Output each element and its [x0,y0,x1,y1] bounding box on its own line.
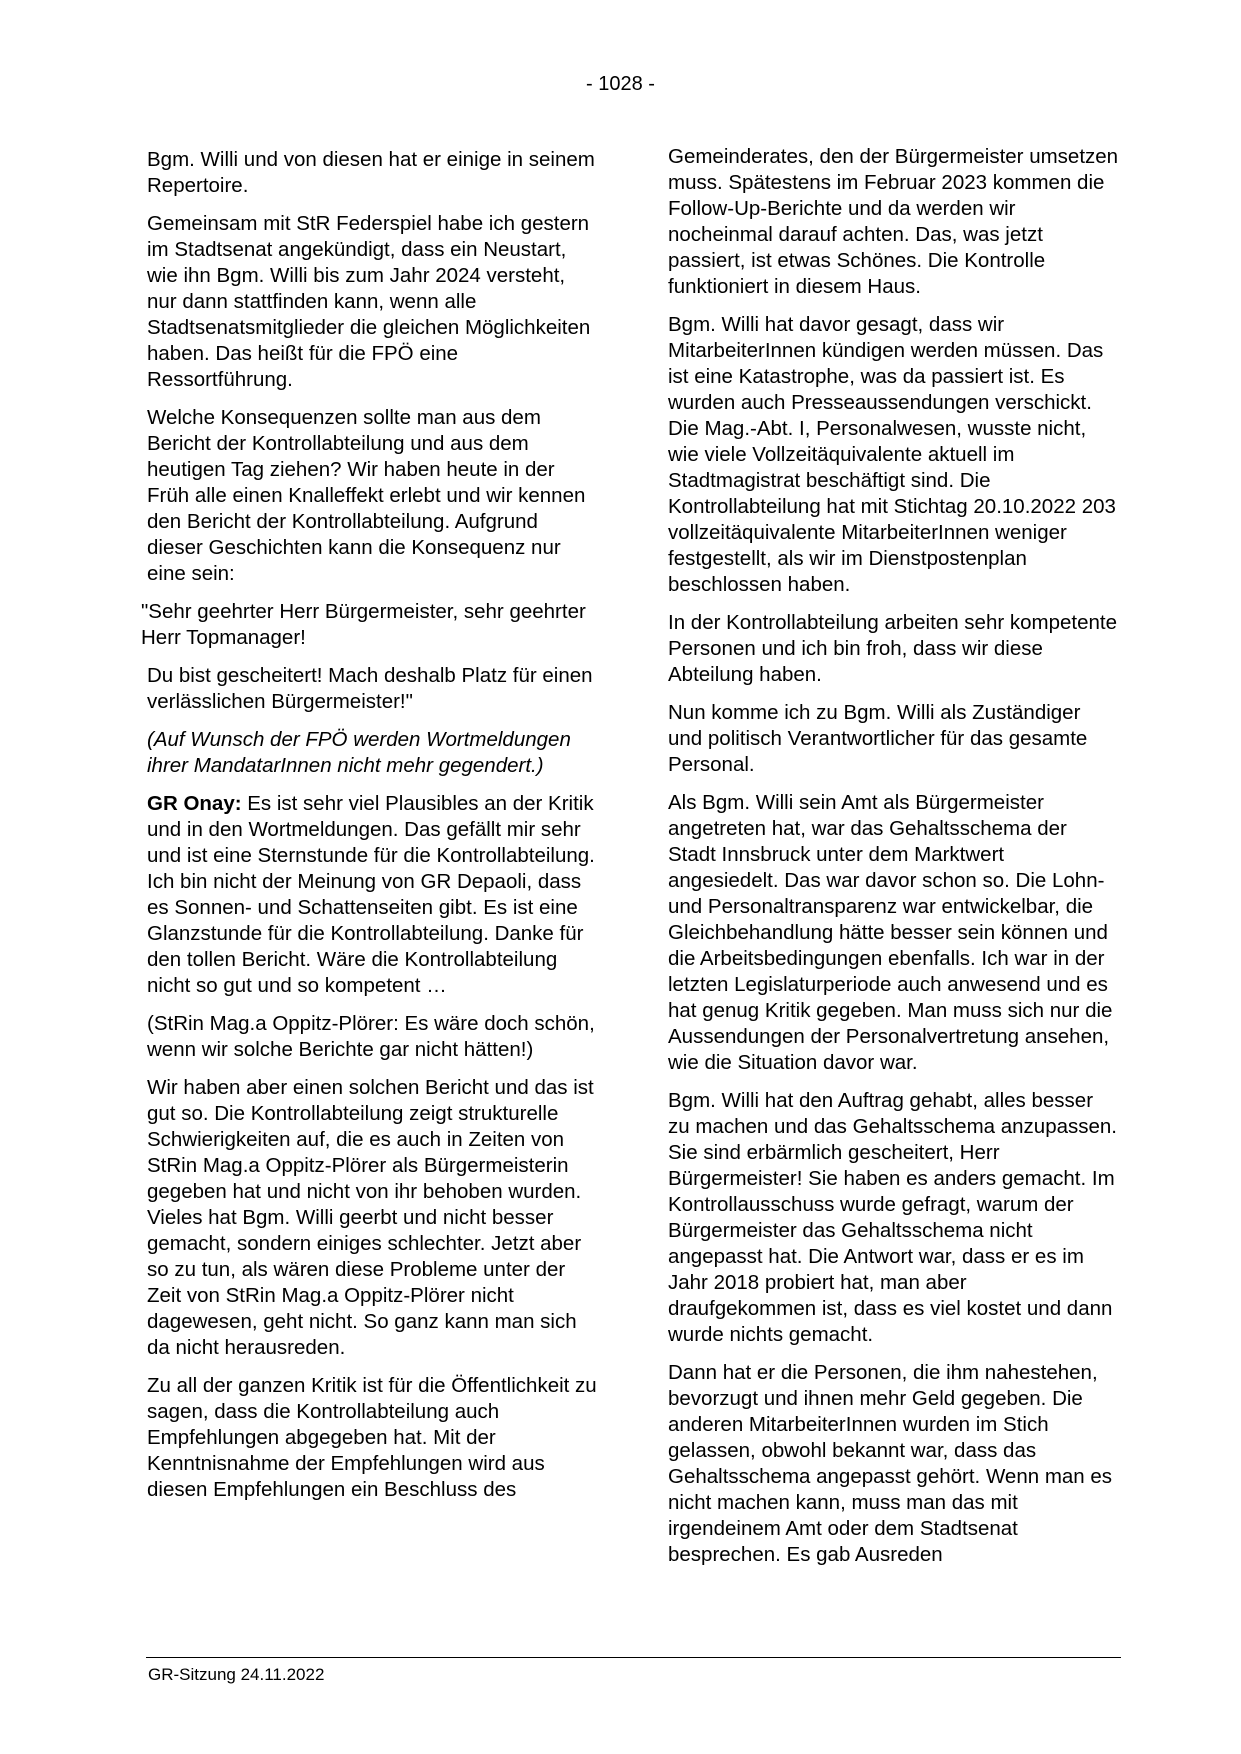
speaker-paragraph [147,791,599,999]
paragraph: Du bist gescheitert! Mach deshalb Platz für einen verlässlichen Bürgermeister!" [147,664,593,713]
paragraph: Bgm. Willi hat davor gesagt, dass wir MitarbeiterInnen kündigen werden müssen. Das ist eine Katastrophe, was da passiert ist. Es wurden auch Presseaussendungen verschickt. Die Mag.-Abt. I, Personalwesen, wusste nicht, wie viele Vollzeitäquivalente aktuell im Stadtmagistrat beschäftigt sind. Die Kontrollabteilung hat mit Stichtag 20.10.2022 203 vollzeitäquivalente MitarbeiterInnen weniger festgestellt, als wir im Dienstpostenplan beschlossen haben. [668,313,1116,596]
paragraph: Dann hat er die Personen, die ihm nahestehen, bevorzugt und ihnen mehr Geld gegeben. Die anderen MitarbeiterInnen wurden im Stich gelassen, obwohl bekannt war, dass das Gehaltsschema angepasst gehört. Wenn man es nicht machen kann, muss man das mit irgendeinem Amt oder dem Stadtsenat besprechen. Es gab Ausreden [668,1361,1113,1566]
footer-session-label: GR-Sitzung 24.11.2022 [148,1665,325,1684]
paragraph: Zu all der ganzen Kritik ist für die Öffentlichkeit zu sagen, dass die Kontrollabteilung auch Empfehlungen abgegeben hat. Mit der Kenntnisnahme der Empfehlungen wird aus diesen Empfehlungen ein Beschluss des [147,1374,597,1501]
paragraph: Gemeinsam mit StR Federspiel habe ich gestern im Stadtsenat angekündigt, dass ein Neustart, wie ihn Bgm. Willi bis zum Jahr 2024 versteht, nur dann stattfinden kann, wenn alle Stadtsenatsmitglieder die gleichen Möglichkeiten haben. Das heißt für die FPÖ eine Ressortführung. [147,212,591,391]
speaker-text: Es ist sehr viel Plausibles an der Kritik und in den Wortmeldungen. Das gefällt mir sehr und ist eine Sternstunde für die Kontrollabteilung. Ich bin nicht der Meinung von GR Depaoli, dass es Sonnen- und Schattenseiten gibt. Es ist eine Glanzstunde für die Kontrollabteilung. Danke für den tollen Bericht. Wäre die Kontrollabteilung nicht so gut und so kompetent … [147,792,595,997]
paragraph: Gemeinderates, den der Bürgermeister umsetzen muss. Spätestens im Februar 2023 kommen die Follow-Up-Berichte und da werden wir nocheinmal darauf achten. Das, was jetzt passiert, ist etwas Schönes. Die Kontrolle funktioniert in diesem Haus. [668,145,1119,298]
speaker-name: GR Onay: [147,792,242,815]
quote-paragraph: "Sehr geehrter Herr Bürgermeister, sehr geehrter Herr Topmanager! [141,600,586,649]
footer-divider [146,1657,1121,1658]
paragraph: Nun komme ich zu Bgm. Willi als Zuständiger und politisch Verantwortlicher für das gesamte Personal. [668,701,1088,776]
paragraph: In der Kontrollabteilung arbeiten sehr kompetente Personen und ich bin froh, dass wir diese Abteilung haben. [668,611,1118,686]
paragraph: Bgm. Willi hat den Auftrag gehabt, alles besser zu machen und das Gehaltsschema anzupassen. Sie sind erbärmlich gescheitert, Herr Bürgermeister! Sie haben es anders gemacht. Im Kontrollausschuss wurde gefragt, warum der Bürgermeister das Gehaltsschema nicht angepasst hat. Die Antwort war, dass er es im Jahr 2018 probiert hat, man aber draufgekommen ist, dass es viel kostet und dann wurde nichts gemacht. [668,1089,1117,1346]
interjection: (StRin Mag.a Oppitz-Plörer: Es wäre doch schön, wenn wir solche Berichte gar nicht hätten!) [147,1012,595,1061]
page-number: - 1028 - [586,73,655,95]
paragraph: Bgm. Willi und von diesen hat er einige in seinem Repertoire. [147,148,595,197]
right-column [668,144,1119,1580]
editorial-note: (Auf Wunsch der FPÖ werden Wortmeldungen ihrer MandatarInnen nicht mehr gegendert.) [147,728,571,777]
paragraph: Welche Konsequenzen sollte man aus dem Bericht der Kontrollabteilung und aus dem heutigen Tag ziehen? Wir haben heute in der Früh alle einen Knalleffekt erlebt und wir kennen den Bericht der Kontrollabteilung. Aufgrund dieser Geschichten kann die Konsequenz nur eine sein: [147,406,586,585]
left-column [141,147,599,1515]
paragraph: Wir haben aber einen solchen Bericht und das ist gut so. Die Kontrollabteilung zeigt strukturelle Schwierigkeiten auf, die es auch in Zeiten von StRin Mag.a Oppitz-Plörer als Bürgermeisterin gegeben hat und nicht von ihr behoben wurden. Vieles hat Bgm. Willi geerbt und nicht besser gemacht, sondern einiges schlechter. Jetzt aber so zu tun, als wären diese Probleme unter der Zeit von StRin Mag.a Oppitz-Plörer nicht dagewesen, geht nicht. So ganz kann man sich da nicht herausreden. [147,1076,594,1359]
paragraph: Als Bgm. Willi sein Amt als Bürgermeister angetreten hat, war das Gehaltsschema der Stadt Innsbruck unter dem Marktwert angesiedelt. Das war davor schon so. Die Lohn- und Personaltransparenz war entwickelbar, die Gleichbehandlung hätte besser sein können und die Arbeitsbedingungen ebenfalls. Ich war in der letzten Legislaturperiode auch anwesend und es hat genug Kritik gegeben. Man muss sich nur die Aussendungen der Personalvertretung ansehen, wie die Situation davor war. [668,791,1113,1074]
